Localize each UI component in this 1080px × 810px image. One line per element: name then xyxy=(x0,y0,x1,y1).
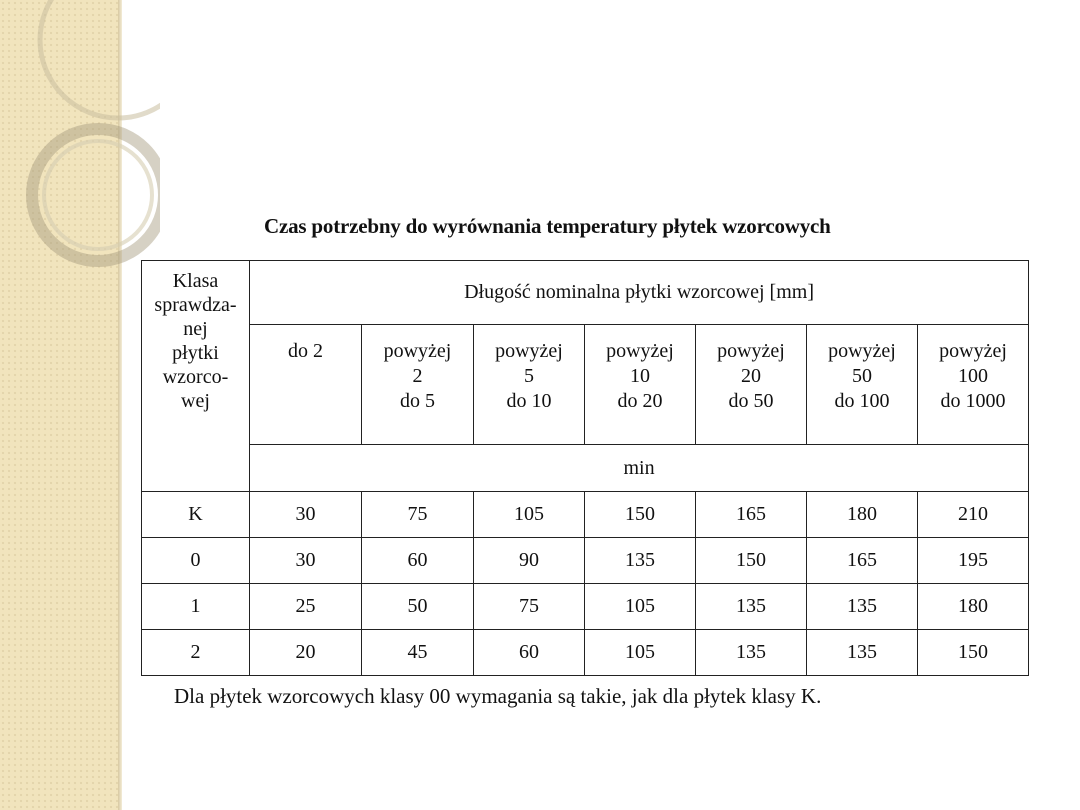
time-cell: 135 xyxy=(807,584,918,630)
temperature-equalization-table xyxy=(141,260,1029,676)
time-cell: 45 xyxy=(362,630,474,676)
time-cell: 20 xyxy=(250,630,362,676)
range-header: powyżej 50 do 100 xyxy=(807,325,918,445)
class-cell: K xyxy=(142,492,250,538)
class-cell: 1 xyxy=(142,584,250,630)
time-cell: 165 xyxy=(696,492,807,538)
time-cell: 135 xyxy=(585,538,696,584)
table-title: Czas potrzebny do wyrównania temperatury płytek wzorcowych xyxy=(264,214,831,238)
decorative-rings xyxy=(0,0,160,300)
time-cell: 210 xyxy=(918,492,1029,538)
time-cell: 135 xyxy=(696,584,807,630)
time-cell: 150 xyxy=(696,538,807,584)
decorative-ring-top xyxy=(40,0,160,118)
class-cell: 2 xyxy=(142,630,250,676)
time-cell: 105 xyxy=(585,630,696,676)
time-cell: 60 xyxy=(362,538,474,584)
time-cell: 60 xyxy=(474,630,585,676)
time-cell: 135 xyxy=(807,630,918,676)
class-column-header: Klasa sprawdza- nej płytki wzorco- wej xyxy=(142,261,250,492)
range-header: do 2 xyxy=(250,325,362,445)
decorative-ring-inner xyxy=(44,141,152,249)
time-cell: 75 xyxy=(474,584,585,630)
time-cell: 135 xyxy=(696,630,807,676)
time-cell: 105 xyxy=(474,492,585,538)
time-cell: 180 xyxy=(807,492,918,538)
range-header: powyżej 100 do 1000 xyxy=(918,325,1029,445)
table-row xyxy=(142,584,1029,630)
decorative-ring-large xyxy=(32,129,160,261)
time-cell: 165 xyxy=(807,538,918,584)
time-cell: 150 xyxy=(918,630,1029,676)
time-cell: 30 xyxy=(250,538,362,584)
range-header: powyżej 20 do 50 xyxy=(696,325,807,445)
table-row xyxy=(142,492,1029,538)
time-cell: 150 xyxy=(585,492,696,538)
time-cell: 25 xyxy=(250,584,362,630)
time-cell: 195 xyxy=(918,538,1029,584)
time-cell: 180 xyxy=(918,584,1029,630)
time-cell: 90 xyxy=(474,538,585,584)
length-group-header: Długość nominalna płytki wzorcowej [mm] xyxy=(250,261,1029,325)
time-cell: 75 xyxy=(362,492,474,538)
range-header: powyżej 2 do 5 xyxy=(362,325,474,445)
time-cell: 30 xyxy=(250,492,362,538)
footnote: Dla płytek wzorcowych klasy 00 wymagania są takie, jak dla płytek klasy K. xyxy=(174,684,822,708)
range-header: powyżej 5 do 10 xyxy=(474,325,585,445)
unit-header: min xyxy=(250,445,1029,492)
time-cell: 50 xyxy=(362,584,474,630)
range-header: powyżej 10 do 20 xyxy=(585,325,696,445)
table-row xyxy=(142,538,1029,584)
table-row xyxy=(142,630,1029,676)
class-cell: 0 xyxy=(142,538,250,584)
time-cell: 105 xyxy=(585,584,696,630)
